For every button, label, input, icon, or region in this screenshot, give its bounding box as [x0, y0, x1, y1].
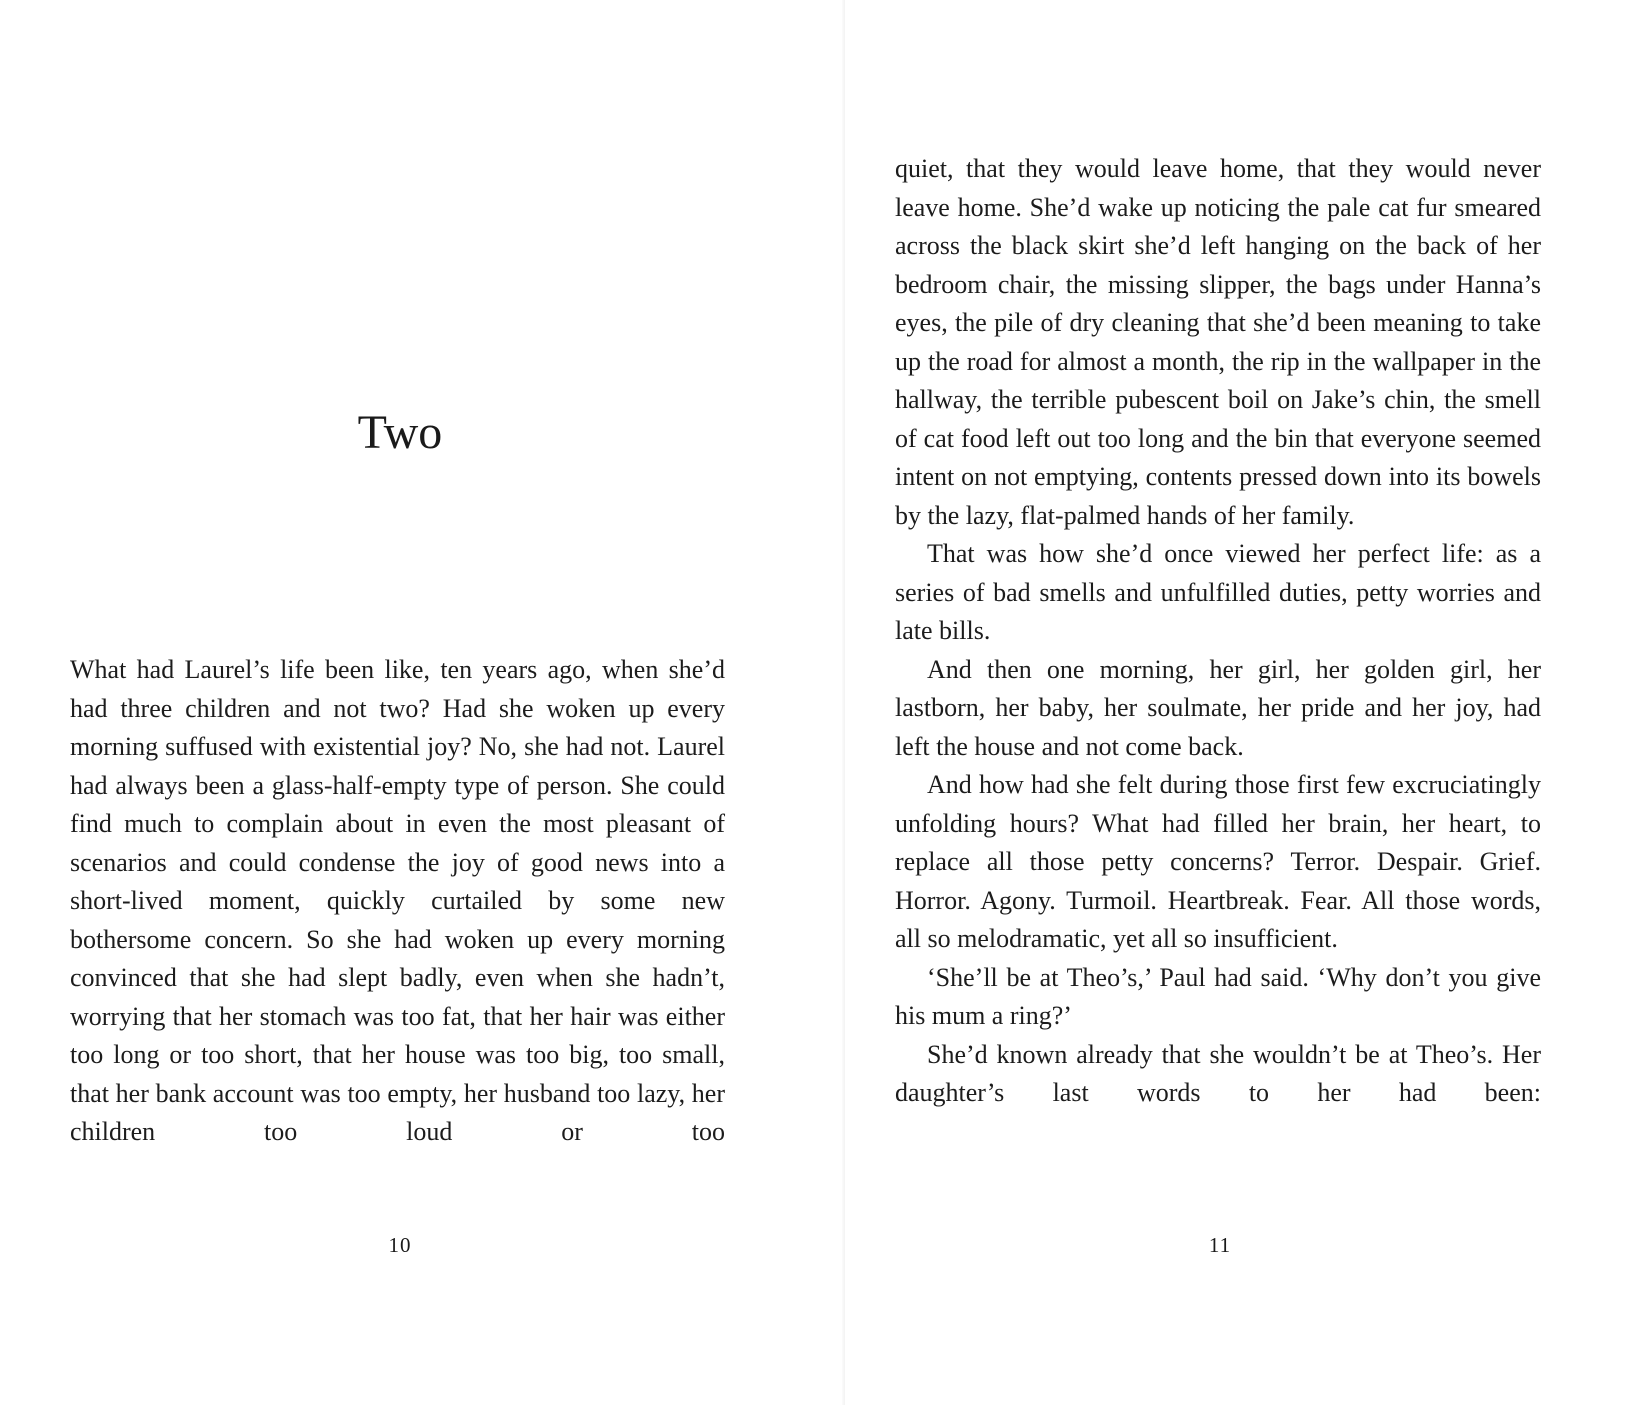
chapter-title: Two [357, 406, 443, 459]
paragraph: She’d known already that she wouldn’t be at Theo’s. Her daughter’s last words to her had been: [895, 1039, 1541, 1107]
right-page [845, 0, 1626, 1405]
page-number-right: 11 [1208, 1233, 1232, 1257]
paragraph: ‘She’ll be at Theo’s,’ Paul had said. ‘Why don’t you give his mum a ring?’ [895, 962, 1541, 1030]
paragraph: And how had she felt during those first few excruciatingly unfolding hours? What had filled her brain, her heart, to replace all those petty concerns? Terror. Despair. Grief. Horror. Agony. Turmoil. Heartbreak. Fear. All those words, all so melodramatic, yet all so insufficient. [895, 770, 1541, 953]
paragraph: That was how she’d once viewed her perfect life: as a series of bad smells and unfulfilled duties, petty worries and late bills. [895, 539, 1541, 645]
page-number-left: 10 [388, 1233, 412, 1257]
paragraph: What had Laurel’s life been like, ten years ago, when she’d had three children and not two? Had she woken up every morning suffused with existential joy? No, she had not. Laurel had always been a glass-half-empty type of person. She could find much to complain about in even the most pleasant of scenarios and could condense the joy of good news into a short-lived moment, quickly curtailed by some new bothersome concern. So she had woken up every morning convinced that she had slept badly, even when she hadn’t, worrying that her stomach was too fat, that her hair was either too long or too short, that her house was too big, too small, that her bank account was too empty, her husband too lazy, her children too loud or too [70, 655, 725, 1146]
paragraph: And then one morning, her girl, her golden girl, her lastborn, her baby, her soulmate, her pride and her joy, had left the house and not come back. [895, 654, 1541, 761]
left-page-body [70, 651, 725, 1152]
paragraph: quiet, that they would leave home, that they would never leave home. She’d wake up noticing the pale cat fur smeared across the black skirt she’d left hanging on the back of her bedroom chair, the missing slipper, the bags under Hanna’s eyes, the pile of dry cleaning that she’d been meaning to take up the road for almost a month, the rip in the wallpaper in the hallway, the terrible pubescent boil on Jake’s chin, the smell of cat food left out too long and the bin that everyone seemed intent on not emptying, contents pressed down into its bowels by the lazy, flat-palmed hands of her family. [895, 154, 1541, 530]
right-page-body [895, 150, 1541, 1113]
